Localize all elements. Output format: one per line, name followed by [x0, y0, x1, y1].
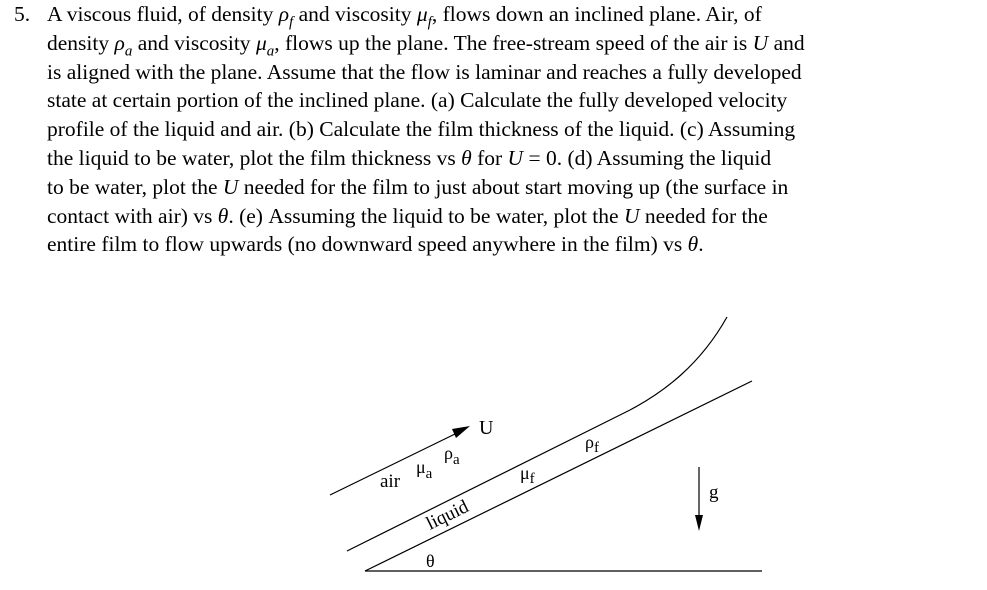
- label-theta: θ: [426, 551, 435, 571]
- problem-text: profile of the liquid and air. (b) Calculate the film thickness of the liquid. (c) Assuming: [47, 117, 796, 142]
- problem-text: and viscosity: [132, 30, 256, 55]
- gravity-arrowhead: [695, 515, 703, 531]
- label-g: g: [709, 482, 719, 503]
- label-rho-f: [585, 432, 599, 456]
- math-symbol-base: U: [222, 174, 239, 199]
- label-U: U: [479, 417, 494, 439]
- label-air: air: [380, 471, 401, 492]
- math-symbol-base: U: [507, 145, 524, 170]
- air-flow-arrowhead: [452, 426, 470, 438]
- problem-text: for: [471, 145, 508, 170]
- label-mu-f-symbol: μ: [520, 463, 530, 483]
- math-symbol-base: θ: [687, 232, 699, 257]
- math-symbol-base: ρ: [278, 2, 290, 26]
- problem-text: and viscosity: [293, 2, 417, 26]
- problem-text: the liquid to be water, plot the film thickness vs: [47, 145, 462, 170]
- problem-text: = 0. (d) Assuming the liquid: [523, 145, 772, 170]
- problem-text: A viscous fluid, of density: [47, 2, 279, 26]
- label-mu-f: [520, 463, 535, 487]
- label-mu-a-sub: a: [425, 466, 433, 482]
- math-subscript: a: [266, 43, 275, 60]
- problem-text: and: [768, 30, 805, 55]
- label-rho-f-sub: f: [593, 440, 599, 456]
- math-symbol-base: θ: [217, 203, 229, 228]
- liquid-surface-curve: [630, 317, 727, 410]
- problem-text: needed for the film to just about start moving up (the surface in: [238, 174, 789, 199]
- math-symbol-base: μ: [416, 2, 428, 26]
- math-symbol-base: θ: [461, 145, 472, 170]
- math-symbol-base: μ: [255, 30, 267, 55]
- problem-text: contact with air) vs: [47, 203, 218, 228]
- label-rho-a-symbol: ρ: [444, 443, 453, 463]
- label-rho-f-symbol: ρ: [585, 432, 594, 452]
- math-symbol-base: ρ: [114, 30, 125, 55]
- label-mu-a: [416, 457, 433, 482]
- problem-text: state at certain portion of the inclined plane. (a) Calculate the fully developed velocity: [47, 88, 788, 113]
- problem-text: to be water, plot the: [47, 174, 223, 199]
- problem-text: , flows down an inclined plane. Air, of: [431, 2, 762, 26]
- math-symbol-base: U: [752, 30, 769, 55]
- math-symbol-base: U: [623, 203, 640, 228]
- label-mu-f-sub: f: [529, 471, 535, 487]
- math-subscript: f: [427, 14, 432, 31]
- problem-text: density: [47, 30, 115, 55]
- problem-text: entire film to flow upwards (no downward speed anywhere in the film) vs: [47, 232, 688, 257]
- label-rho-a: [444, 443, 460, 468]
- problem-text: . (e) Assuming the liquid to be water, plot the: [228, 203, 624, 228]
- math-subscript: a: [124, 43, 133, 60]
- problem-text: , flows up the plane. The free-stream speed of the air is: [274, 30, 753, 55]
- label-mu-a-symbol: μ: [416, 457, 426, 477]
- problem-text: .: [698, 232, 704, 257]
- problem-text: is aligned with the plane. Assume that the flow is laminar and reaches a fully developed: [47, 59, 802, 84]
- problem-number: 5.: [14, 2, 31, 26]
- math-subscript: f: [289, 14, 294, 31]
- label-liquid: liquid: [422, 496, 473, 535]
- problem-text: needed for the: [639, 203, 768, 228]
- label-rho-a-sub: a: [452, 452, 460, 468]
